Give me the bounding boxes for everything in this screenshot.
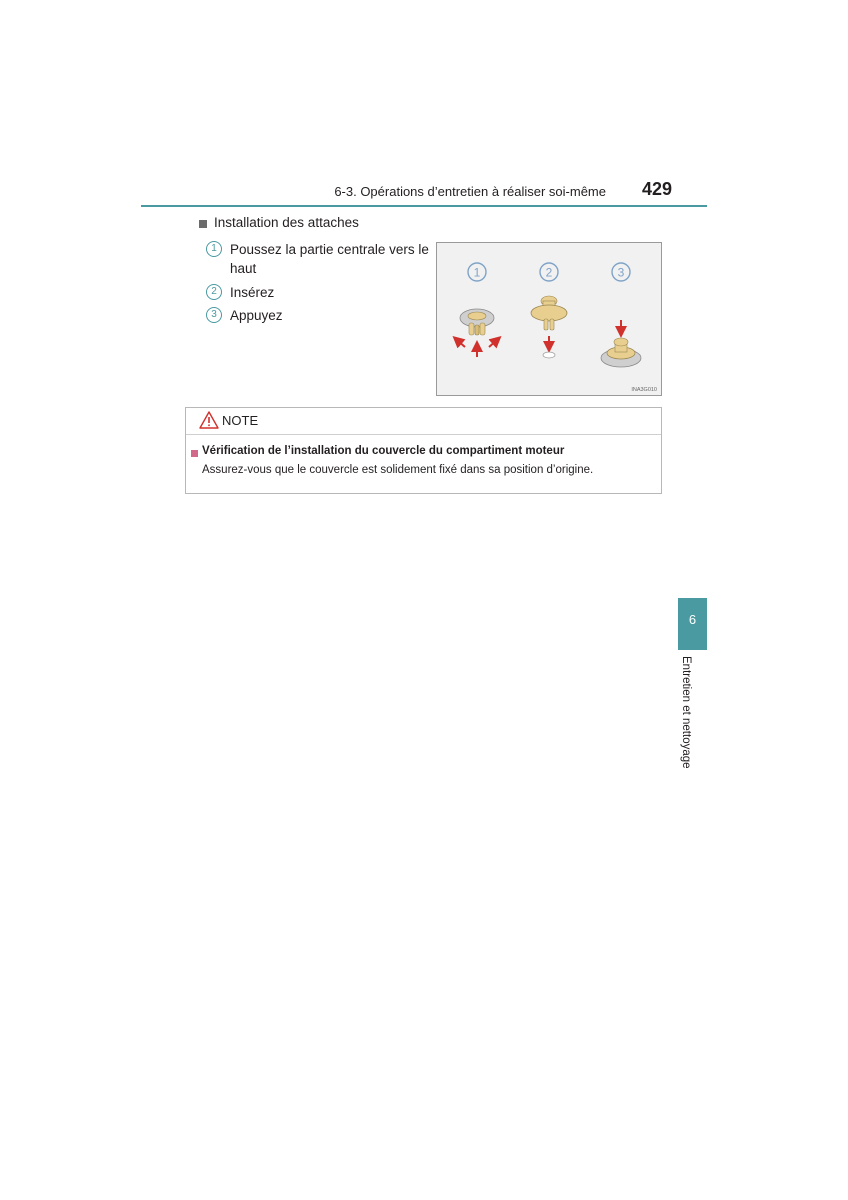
header-title: 6-3. Opérations d’entretien à réaliser soi-même (334, 184, 606, 199)
figure-step-label: 2 (545, 265, 553, 280)
clip-3-drawing (601, 320, 641, 367)
figure-step-label: 1 (473, 265, 481, 280)
section-title: Installation des attaches (214, 215, 359, 230)
chapter-label (676, 656, 700, 786)
figure-step-label: 3 (617, 265, 625, 280)
figure-step-3 (612, 263, 630, 281)
page-number: 429 (641, 179, 672, 199)
step-number: 3 (206, 307, 222, 323)
chapter-tab: 6 (678, 598, 707, 650)
step-text: Appuyez (230, 308, 283, 323)
figure-code: INA3G010 (631, 387, 657, 393)
note-bullet-icon (191, 450, 198, 457)
clip-2-drawing (531, 296, 567, 358)
note-item-text: Assurez-vous que le couvercle est solidement fixé dans sa position d’origine. (202, 464, 594, 476)
note-label: NOTE (222, 413, 259, 428)
clip-1-drawing (457, 309, 497, 357)
step-text: Insérez (230, 285, 275, 300)
note-item-title: Vérification de l’installation du couvercle du compartiment moteur (202, 445, 565, 457)
clip-installation-figure (436, 242, 662, 396)
figure-step-1 (468, 263, 486, 281)
step-item (206, 240, 436, 280)
section-bullet-icon (199, 220, 207, 228)
note-header (186, 408, 661, 435)
header-rule (141, 205, 707, 207)
figure-step-2 (540, 263, 558, 281)
clip-illustration (437, 243, 661, 395)
step-number: 1 (206, 241, 222, 257)
step-item (206, 283, 436, 303)
note-box (185, 407, 662, 494)
step-item (206, 306, 436, 326)
step-number: 2 (206, 284, 222, 300)
step-text: Poussez la partie centrale vers le haut (230, 242, 429, 276)
warning-triangle-icon (199, 411, 219, 429)
chapter-label-text: Entretien et nettoyage (680, 656, 692, 769)
